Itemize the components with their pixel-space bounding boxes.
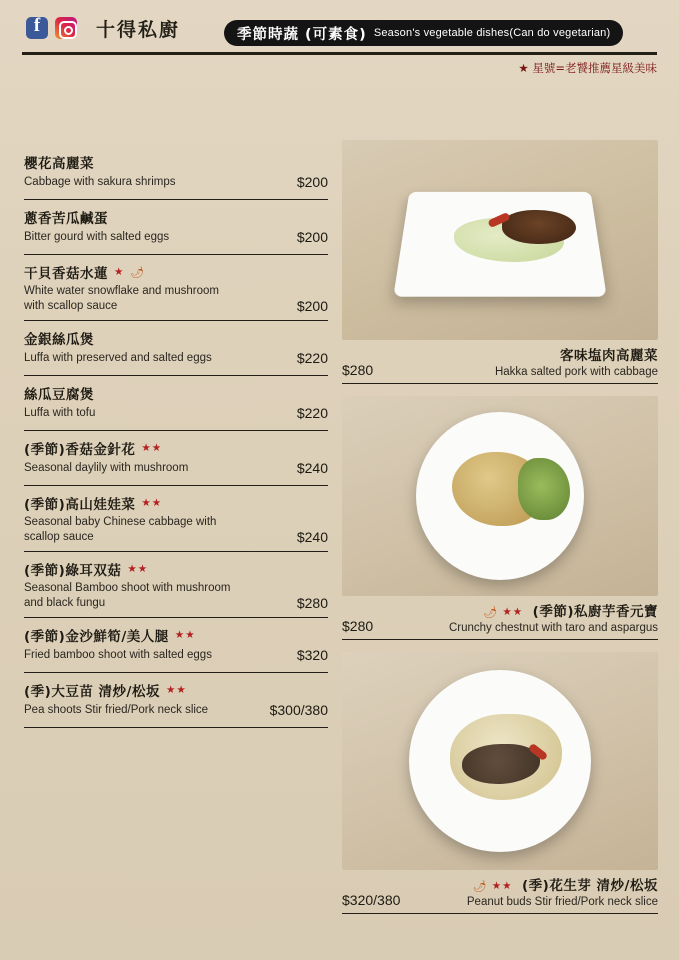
menu-item[interactable] (24, 680, 328, 728)
menu-item-price: $320/380 (342, 892, 401, 908)
star-rating: ★★ (127, 562, 149, 575)
brand-name: 十得私廚 (96, 18, 181, 41)
menu-item-name-en: Pea shoots Stir fried/Pork neck slice (24, 704, 209, 716)
photo-item (342, 652, 658, 914)
facebook-icon[interactable] (26, 17, 48, 39)
menu-item-price: $320 (296, 647, 328, 663)
menu-item-price: $300/380 (269, 702, 328, 718)
peanut-buds-stir-fried-photo (342, 652, 658, 870)
menu-list-left (24, 152, 328, 735)
photo-caption (342, 874, 658, 914)
menu-item-name-en: Cabbage with sakura shrimps (24, 176, 176, 188)
menu-item-price: $200 (296, 174, 328, 190)
menu-item-price: $220 (296, 405, 328, 421)
crunchy-chestnut-with-taro-photo (342, 396, 658, 596)
star-rating: ★★ (141, 441, 163, 454)
caption-marks (473, 880, 513, 893)
menu-item[interactable] (24, 438, 328, 486)
menu-item-price: $200 (296, 298, 328, 314)
menu-item-name-cn: 絲瓜豆腐煲 (24, 387, 94, 403)
menu-item-name-cn: (季節)香菇金針花 (24, 442, 136, 458)
instagram-icon[interactable] (55, 17, 77, 39)
food-pork (502, 210, 576, 244)
star-rating: ★★ (165, 683, 187, 696)
menu-item-price: $280 (342, 362, 374, 378)
photo-item (342, 140, 658, 384)
star-rating: ★★ (491, 880, 513, 893)
menu-item-price: $240 (296, 529, 328, 545)
star-rating: ★★ (141, 496, 163, 509)
menu-item-name-cn: 蔥香苦瓜鹹蛋 (24, 211, 108, 227)
chili-icon: 🌶 (483, 607, 498, 619)
menu-item-price: $280 (296, 595, 328, 611)
section-title-en: Season's vegetable dishes(Can do vegetarian) (373, 27, 611, 39)
menu-item[interactable] (24, 328, 328, 376)
menu-item-name-en: Seasonal Bamboo shoot with mushroom and black fungu (24, 582, 231, 609)
menu-item-name-cn: 干貝香菇水蓮 (24, 266, 108, 282)
menu-item-name-en: Peanut buds Stir fried/Pork neck slice (466, 896, 658, 908)
menu-item[interactable] (24, 152, 328, 200)
photo-item (342, 396, 658, 640)
menu-item-name-cn: (季)大豆苗 清炒/松坂 (24, 684, 160, 700)
menu-item[interactable] (24, 383, 328, 431)
chili-icon: 🌶 (130, 266, 145, 279)
photo-caption (342, 600, 658, 640)
photo-caption (342, 344, 658, 384)
menu-item-name-en: Fried bamboo shoot with salted eggs (24, 649, 212, 661)
menu-item-name-en: White water snowflake and mushroom with scallop sauce (24, 285, 219, 312)
star-rating: ★★ (502, 606, 524, 619)
menu-item[interactable] (24, 262, 328, 321)
menu-item-name-cn: 櫻花高麗菜 (24, 156, 94, 172)
menu-item-name-cn: (季節)綠耳双菇 (24, 563, 122, 579)
caption-marks (483, 606, 523, 619)
star-rating: ★ (114, 265, 125, 278)
menu-item-name-cn: (季)花生芽 清炒/松坂 (522, 878, 658, 894)
menu-item-name-en: Luffa with tofu (24, 407, 96, 419)
menu-item-name-en: Bitter gourd with salted eggs (24, 231, 170, 243)
photo-column-right (342, 140, 658, 926)
menu-item-name-en: Hakka salted pork with cabbage (494, 366, 658, 378)
menu-item[interactable] (24, 207, 328, 255)
menu-item[interactable] (24, 493, 328, 552)
star-rating: ★★ (174, 628, 196, 641)
chili-icon: 🌶 (472, 881, 487, 893)
menu-item-price: $240 (296, 460, 328, 476)
menu-item-name-en: Seasonal baby Chinese cabbage with scallop sauce (24, 516, 217, 543)
menu-item-name-cn: (季節)高山娃娃菜 (24, 497, 136, 513)
section-title-cn: 季節時蔬 (可素食) (237, 26, 367, 43)
menu-item-name-en: Luffa with preserved and salted eggs (24, 352, 212, 364)
menu-item[interactable] (24, 559, 328, 618)
menu-item-name-cn: 金銀絲瓜煲 (24, 332, 94, 348)
hakka-salted-pork-with-cabbage-photo (342, 140, 658, 340)
header-divider (22, 52, 657, 55)
social-icons (26, 15, 180, 42)
menu-item[interactable] (24, 625, 328, 673)
menu-item-name-en: Seasonal daylily with mushroom (24, 462, 189, 474)
menu-item-price: $220 (296, 350, 328, 366)
section-title-bar (224, 20, 623, 46)
menu-item-name-cn: 客味塩肉高麗菜 (560, 348, 658, 364)
menu-item-name-cn: (季節)私廚芋香元寶 (532, 604, 658, 620)
menu-item-price: $280 (342, 618, 374, 634)
star-legend: ★ 星號=老饕推薦星級美味 (518, 61, 657, 75)
menu-item-name-cn: (季節)金沙鮮筍/美人腿 (24, 629, 169, 645)
menu-item-name-en: Crunchy chestnut with taro and aspargus (448, 622, 658, 634)
menu-item-price: $200 (296, 229, 328, 245)
